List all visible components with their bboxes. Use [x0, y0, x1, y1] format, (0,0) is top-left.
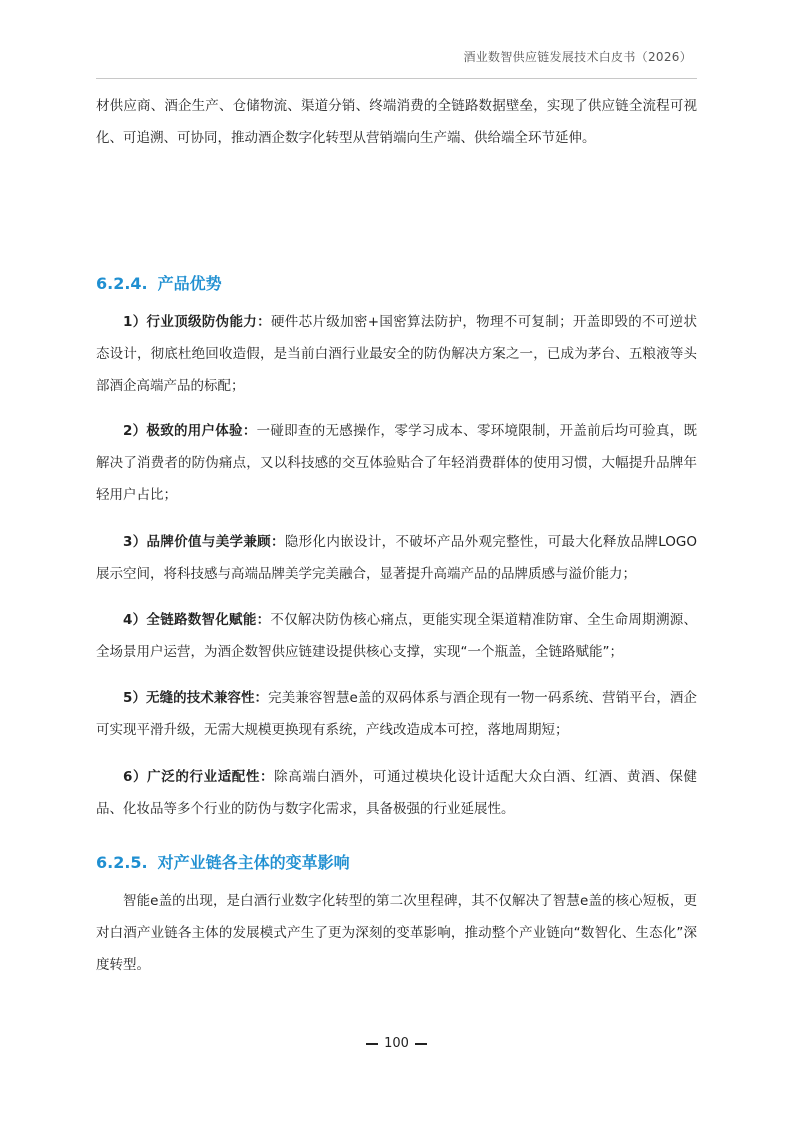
advantage-text: 隐形化内嵌设计，不破坏产品外观完整性，可最大化释放品牌LOGO展示空间，将科技感与高端品牌美学完美融合，显著提升高端产品的品牌质感与溢价能力； [96, 534, 697, 582]
advantage-label: 2）极致的用户体验： [123, 423, 257, 439]
running-header: 酒业数智供应链发展技术白皮书（2026） [463, 50, 692, 64]
advantage-item-5 [96, 682, 697, 746]
page-footer [0, 1036, 793, 1051]
advantage-item-1 [96, 306, 697, 402]
advantage-text: 一碰即查的无感操作，零学习成本、零环境限制，开盖前后均可验真，既解决了消费者的防伪痛点，又以科技感的交互体验贴合了年轻消费群体的使用习惯，大幅提升品牌年轻用户占比； [96, 423, 697, 503]
footer-dash-right [415, 1043, 427, 1045]
advantage-label: 3）品牌价值与美学兼顾： [123, 534, 285, 550]
advantage-text: 硬件芯片级加密+国密算法防护，物理不可复制；开盖即毁的不可逆状态设计，彻底杜绝回收造假，是当前白酒行业最安全的防伪解决方案之一，已成为茅台、五粮液等头部酒企高端产品的标配； [96, 314, 697, 394]
section-title: 产品优势 [157, 274, 222, 293]
footer-dash-left [366, 1043, 378, 1045]
section-title: 对产业链各主体的变革影响 [157, 853, 350, 872]
advantage-item-2 [96, 415, 697, 511]
section-heading-6-2-5 [96, 851, 697, 875]
advantage-label: 5）无缝的技术兼容性： [123, 690, 269, 706]
advantage-text: 不仅解决防伪核心痛点，更能实现全渠道精准防窜、全生命周期溯源、全场景用户运营，为酒企数智供应链建设提供核心支撑，实现“一个瓶盖，全链路赋能”； [96, 612, 697, 660]
advantage-text: 除高端白酒外，可通过模块化设计适配大众白酒、红酒、黄酒、保健品、化妆品等多个行业的防伪与数字化需求，具备极强的行业延展性。 [96, 769, 697, 817]
advantage-label: 6）广泛的行业适配性： [123, 769, 275, 785]
section-6-2-5-paragraph: 智能e盖的出现，是白酒行业数字化转型的第二次里程碑，其不仅解决了智慧e盖的核心短板，更对白酒产业链各主体的发展模式产生了更为深刻的变革影响，推动整个产业链向“数智化、生态化”深度转型。 [96, 893, 697, 973]
page-number: 100 [384, 1036, 409, 1051]
advantage-label: 4）全链路数智化赋能： [123, 612, 271, 628]
advantage-item-4 [96, 604, 697, 668]
advantage-text: 完美兼容智慧e盖的双码体系与酒企现有一物一码系统、营销平台，酒企可实现平滑升级，无需大规模更换现有系统，产线改造成本可控，落地周期短； [96, 690, 697, 738]
advantage-item-3 [96, 526, 697, 590]
advantage-label: 1）行业顶级防伪能力： [123, 314, 271, 330]
section-heading-6-2-4 [96, 272, 697, 296]
header-divider [96, 78, 697, 79]
section-number: 6.2.4. [96, 274, 148, 293]
intro-paragraph: 材供应商、酒企生产、仓储物流、渠道分销、终端消费的全链路数据壁垒，实现了供应链全流程可视化、可追溯、可协同，推动酒企数字化转型从营销端向生产端、供给端全环节延伸。 [96, 98, 697, 146]
advantage-item-6 [96, 761, 697, 825]
section-number: 6.2.5. [96, 853, 148, 872]
